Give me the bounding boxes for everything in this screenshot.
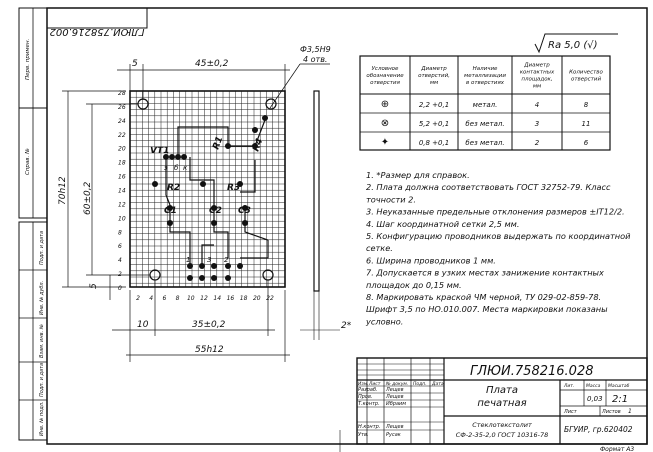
y-tick-22: 22: [118, 131, 126, 139]
side-view: [300, 91, 340, 340]
note-line: 6. Ширина проводников 1 мм.: [366, 255, 496, 266]
label-r4: R4: [251, 137, 266, 154]
hole-cell-pad: 3: [534, 120, 540, 128]
y-tick-16: 16: [118, 173, 126, 181]
mount-hole-br: [263, 270, 273, 280]
mount-hole-tl: [138, 99, 148, 109]
y-tick-labels: [118, 90, 126, 292]
strip-label-0: Перв. примен.: [25, 38, 31, 80]
y-tick-26: 26: [118, 103, 126, 111]
y-tick-24: 24: [118, 117, 126, 125]
scale-header: Масштаб: [608, 384, 630, 389]
strip-label-2: Подп. и дата: [39, 230, 45, 265]
dim-chamfer: 2*: [341, 321, 352, 331]
note-line: точности 2.: [366, 194, 416, 205]
x-tick-10: 10: [186, 295, 195, 302]
hole-header-2: Наличие металлизации в отверстиях: [464, 66, 506, 86]
label-c1: C1: [164, 206, 177, 216]
dim-bottom-offset: 5: [89, 283, 99, 289]
scale-value: 2:1: [612, 394, 629, 405]
tb-hdr-0: Изм.: [358, 382, 369, 387]
y-tick-14: 14: [118, 187, 126, 195]
hole-table-headers: [366, 63, 603, 90]
y-tick-12: 12: [118, 201, 126, 209]
tb-hdr-1: Лист: [369, 382, 381, 387]
hole-cell-diameter: 2,2 +0,1: [418, 101, 450, 109]
hole-cell-count: 11: [581, 120, 591, 128]
hole-cell-symbol: ⊕: [380, 99, 390, 110]
note-line: 5. Конфигурацию проводников выдержать по координатной: [366, 231, 631, 241]
hole-cell-metal: без метал.: [465, 120, 505, 128]
label-vt1: VT1: [150, 146, 170, 156]
x-tick-14: 14: [213, 295, 222, 302]
dim-bottom-10: 10: [137, 320, 149, 330]
tb-name-4: Русак: [386, 432, 401, 438]
x-tick-22: 22: [266, 295, 274, 302]
dim-hole: Ф3,5Н9: [300, 45, 331, 54]
x-tick-12: 12: [200, 295, 208, 302]
y-tick-2: 2: [118, 271, 122, 279]
note-line: Шрифт 3,5 по НО.010.007. Места маркировки показаны: [366, 304, 608, 315]
label-b: б: [174, 164, 179, 172]
tb-role-2: Т.контр.: [358, 401, 380, 407]
doc-code: ГЛЮИ.758216.028: [470, 364, 594, 379]
label-r2: R2: [167, 183, 181, 193]
label-k: к: [183, 164, 188, 172]
sheets-value: 1: [628, 408, 632, 415]
note-line: 1. *Размер для справок.: [366, 170, 470, 180]
note-line: площадок до 0,15 мм.: [366, 279, 462, 290]
tb-role-3: Н.контр.: [358, 424, 381, 430]
y-tick-6: 6: [118, 243, 122, 251]
x-tick-6: 6: [162, 295, 167, 302]
note-line: 4. Шаг координатной сетки 2,5 мм.: [366, 218, 520, 229]
hole-table-rows: [381, 99, 591, 148]
label-r3: R3: [227, 183, 241, 193]
hole-cell-count: 8: [583, 101, 589, 109]
strip-label-6: Инв. № подл.: [39, 401, 45, 436]
tb-hdr-4: Дата: [432, 382, 444, 387]
product-name-1: Плата: [486, 385, 518, 396]
tb-hdr-3: Подп.: [413, 382, 427, 387]
dim-width: 55h12: [195, 345, 224, 355]
mass-header: Масса: [586, 384, 601, 389]
tb-role-1: Пров.: [358, 394, 373, 400]
label-pad-2: 2: [224, 256, 229, 264]
label-r1: R1: [211, 135, 226, 152]
note-line: 2. Плата должна соответствовать ГОСТ 32752-79. Класс: [366, 182, 611, 193]
mass-value: 0,03: [587, 395, 603, 403]
sheet-format: Формат А3: [600, 446, 635, 452]
tb-hdr-2: № докум.: [386, 382, 409, 387]
strip-label-3: Инв. № дубл.: [39, 280, 45, 315]
note-line: сетке.: [366, 243, 393, 254]
hole-header-4: Количество отверстий: [569, 69, 603, 83]
x-tick-labels: [136, 295, 274, 302]
label-pad-1: 1: [186, 256, 191, 264]
hole-header-0: Условное обозначение отверстия: [366, 66, 404, 86]
stamp-box: [47, 8, 147, 28]
hole-cell-symbol: ⊗: [380, 118, 390, 129]
x-tick-20: 20: [252, 295, 261, 302]
hole-cell-symbol: ✦: [380, 137, 390, 148]
y-tick-18: 18: [118, 159, 126, 167]
x-tick-18: 18: [239, 295, 248, 302]
tb-role-4: Утв.: [358, 432, 369, 438]
dimensions: [62, 64, 330, 362]
dim-top: 45±0,2: [195, 59, 229, 69]
hole-cell-metal: метал.: [472, 101, 498, 109]
strip-label-4: Взам. инв. №: [39, 324, 45, 358]
label-pad-3: 3: [207, 256, 212, 264]
organization: БГУИР, гр.620402: [564, 425, 633, 434]
x-tick-2: 2: [136, 295, 140, 302]
label-e: э: [164, 164, 168, 172]
hole-cell-diameter: 0,8 +0,1: [418, 139, 450, 147]
strip-label-5: Подп. и дата: [39, 362, 45, 397]
tb-role-0: Разраб.: [358, 387, 378, 393]
dim-hole-count: 4 отв.: [303, 55, 328, 64]
mount-hole-tr: [266, 99, 276, 109]
y-tick-8: 8: [118, 229, 122, 237]
note-line: 8. Маркировать краской ЧМ черной, ТУ 029-02-859-78.: [366, 292, 602, 302]
y-tick-10: 10: [118, 215, 126, 223]
y-tick-4: 4: [118, 257, 122, 265]
stamp-code: ГЛЮИ.758216.002: [49, 26, 145, 37]
roughness-text: Ra 5,0 (√): [548, 40, 598, 51]
note-line: 3. Неуказанные предельные отклонения размеров ±IT12/2.: [366, 206, 625, 217]
dim-left-offset: 5: [132, 59, 138, 69]
hole-cell-pad: 4: [534, 101, 540, 109]
label-c2: C2: [209, 206, 222, 216]
hole-cell-pad: 2: [534, 139, 540, 147]
hole-cell-diameter: 5,2 +0,1: [418, 120, 450, 128]
y-tick-28: 28: [118, 90, 126, 97]
left-strip: [19, 8, 47, 440]
hole-cell-count: 6: [583, 139, 589, 147]
strip-label-1: Справ. №: [25, 148, 31, 175]
y-tick-0: 0: [118, 285, 122, 292]
x-tick-16: 16: [226, 295, 235, 302]
roughness-mark: [535, 34, 618, 52]
tb-name-3: Лещев: [386, 424, 404, 430]
sheets-header: Листов: [602, 409, 621, 415]
hole-header-3: Диаметр контактных площадок, мм: [519, 62, 555, 90]
product-name-2: печатная: [477, 398, 527, 409]
hole-cell-metal: без метал.: [465, 139, 505, 147]
label-c3: C3: [238, 206, 251, 216]
x-tick-4: 4: [149, 295, 154, 302]
tb-name-0: Лещев: [386, 387, 404, 393]
tb-name-1: Лещев: [386, 394, 404, 400]
sheet-header: Лист: [564, 409, 577, 415]
x-tick-8: 8: [175, 295, 180, 302]
tb-name-2: Ибраим: [386, 401, 407, 407]
y-tick-20: 20: [118, 145, 126, 153]
litera-header: Лит.: [564, 384, 575, 389]
hole-header-1: Диаметр отверстий, мм: [418, 66, 450, 86]
material-1: Стеклотекстолит: [472, 421, 532, 429]
technical-notes: [365, 170, 631, 326]
note-line: 7. Допускается в узких местах занижение контактных: [366, 267, 604, 278]
note-line: условно.: [366, 316, 404, 327]
dim-height-inner: 60±0,2: [83, 181, 93, 215]
material-2: СФ-2-35-2,0 ГОСТ 10316-78: [455, 431, 549, 439]
dim-height-outer: 70h12: [58, 176, 68, 205]
dim-bottom-35: 35±0,2: [192, 320, 226, 330]
